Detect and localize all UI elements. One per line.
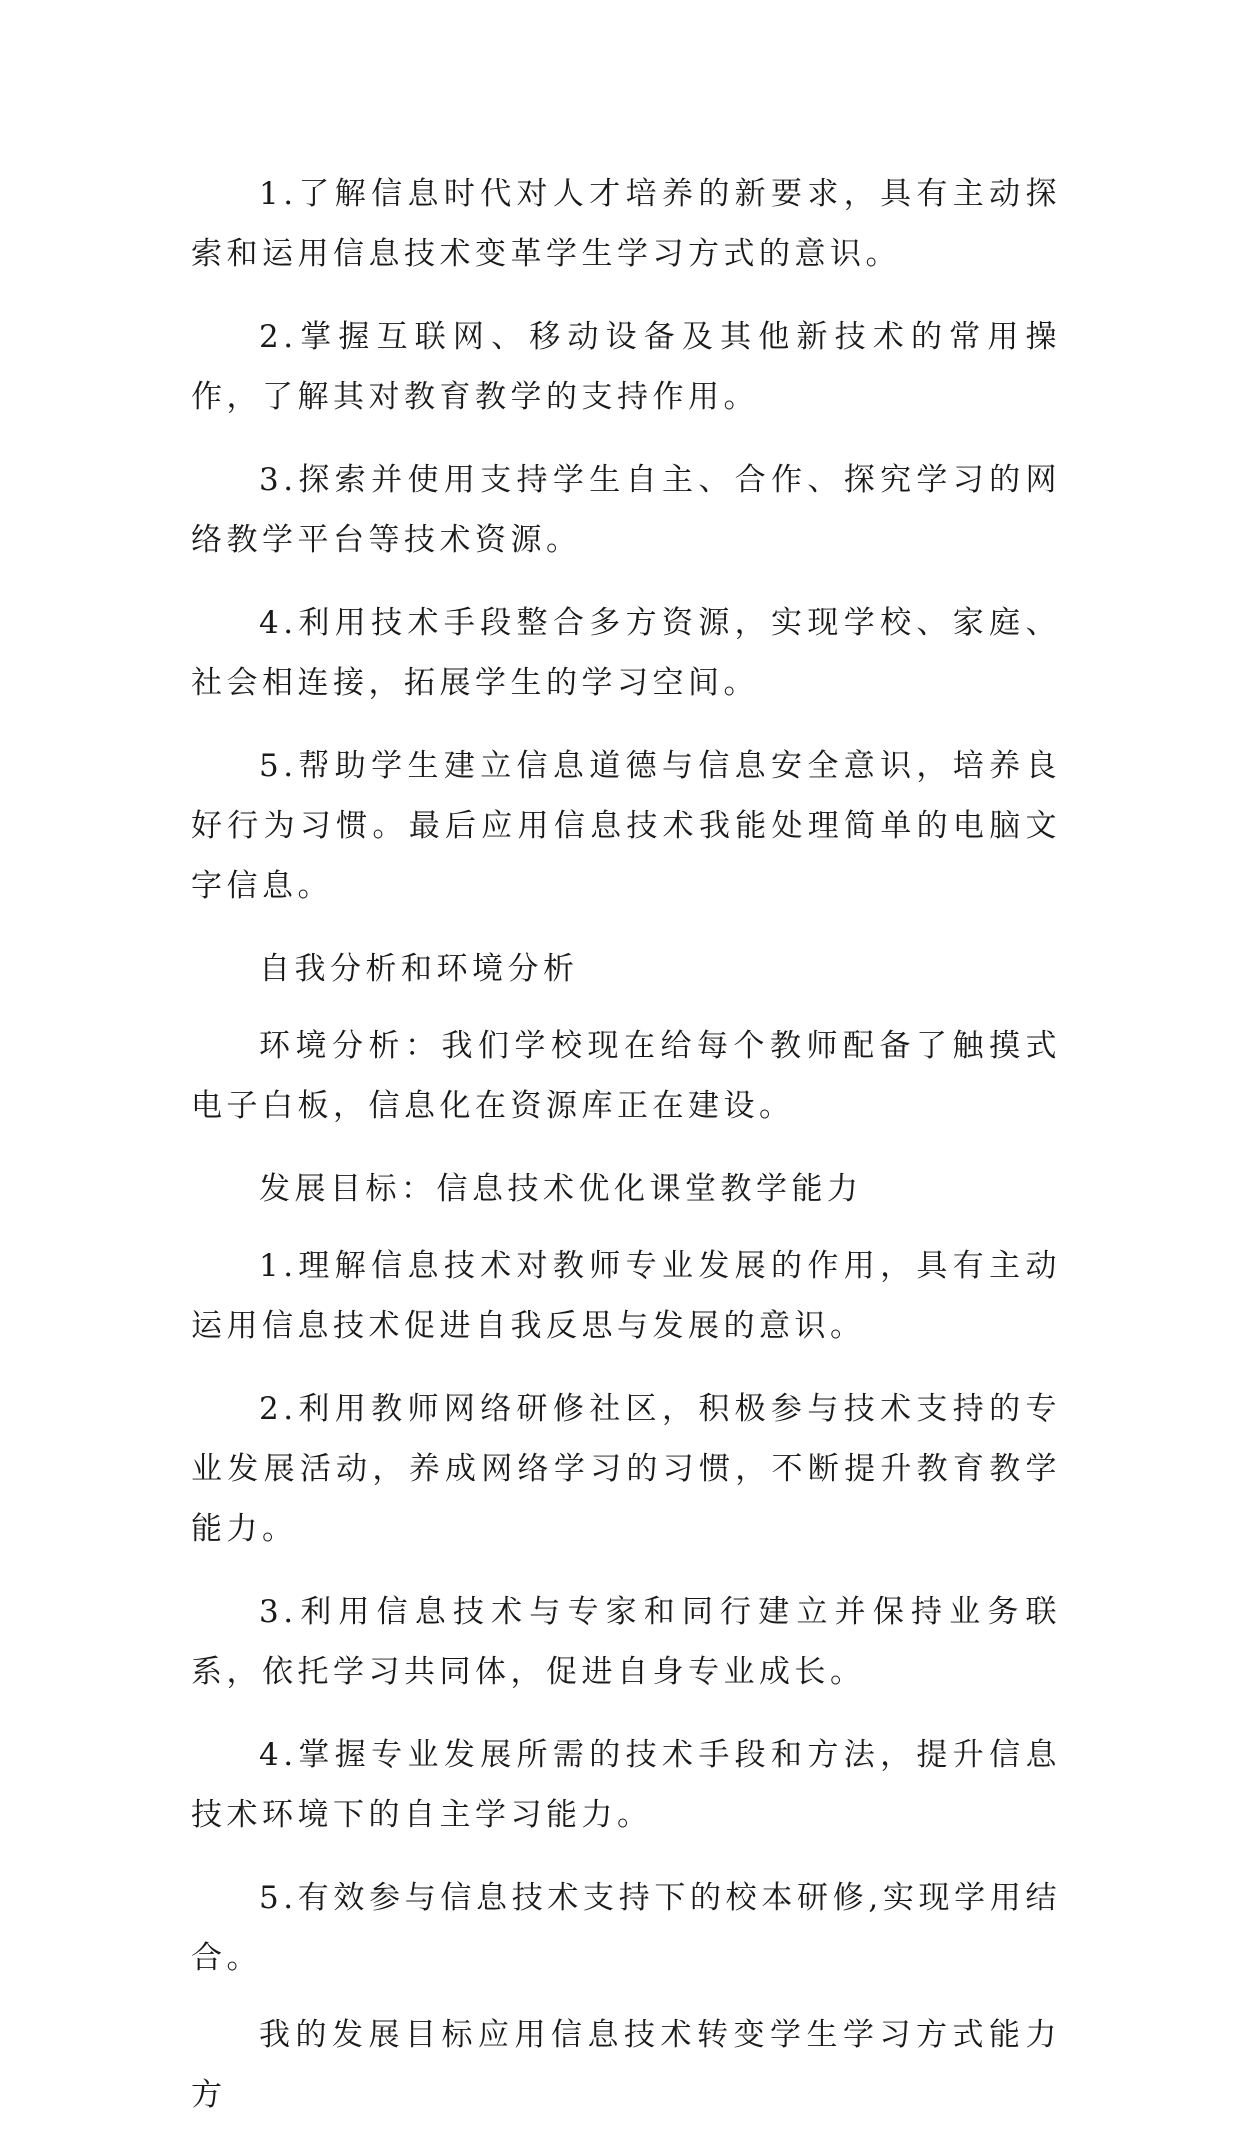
section-heading-development-goal: 发展目标：信息技术优化课堂教学能力 [259,1171,863,1207]
paragraph-dev-goal-1: 1.理解信息技术对教师专业发展的作用，具有主动运用信息技术促进自我反思与发展的意识。 [191,1248,1061,1344]
paragraph-dev-goal-3: 3.利用信息技术与专家和同行建立并保持业务联系，依托学习共同体，促进自身专业成长。 [191,1594,1061,1690]
paragraph-dev-goal-2: 2.利用教师网络研修社区，积极参与技术支持的专业发展活动，养成网络学习的习惯，不断提升教育教学能力。 [191,1391,1061,1547]
paragraph-goal-1: 1.了解信息时代对人才培养的新要求，具有主动探索和运用信息技术变革学生学习方式的意识。 [191,176,1061,272]
paragraph-goal-5: 5.帮助学生建立信息道德与信息安全意识，培养良好行为习惯。最后应用信息技术我能处理简单的电脑文字信息。 [191,748,1061,904]
paragraph-goal-2: 2.掌握互联网、移动设备及其他新技术的常用操作，了解其对教育教学的支持作用。 [191,319,1061,415]
paragraph-my-goal: 我的发展目标应用信息技术转变学生学习方式能力方 [191,2017,1061,2113]
paragraph-dev-goal-4: 4.掌握专业发展所需的技术手段和方法，提升信息技术环境下的自主学习能力。 [191,1737,1061,1833]
paragraph-environment-analysis: 环境分析：我们学校现在给每个教师配备了触摸式电子白板，信息化在资源库正在建设。 [191,1028,1061,1124]
section-heading-self-analysis: 自我分析和环境分析 [259,951,579,987]
paragraph-goal-4: 4.利用技术手段整合多方资源，实现学校、家庭、社会相连接，拓展学生的学习空间。 [191,605,1061,701]
paragraph-goal-3: 3.探索并使用支持学生自主、合作、探究学习的网络教学平台等技术资源。 [191,462,1061,558]
document-body [191,164,1061,2142]
paragraph-dev-goal-5: 5.有效参与信息技术支持下的校本研修,实现学用结合。 [191,1880,1061,1976]
